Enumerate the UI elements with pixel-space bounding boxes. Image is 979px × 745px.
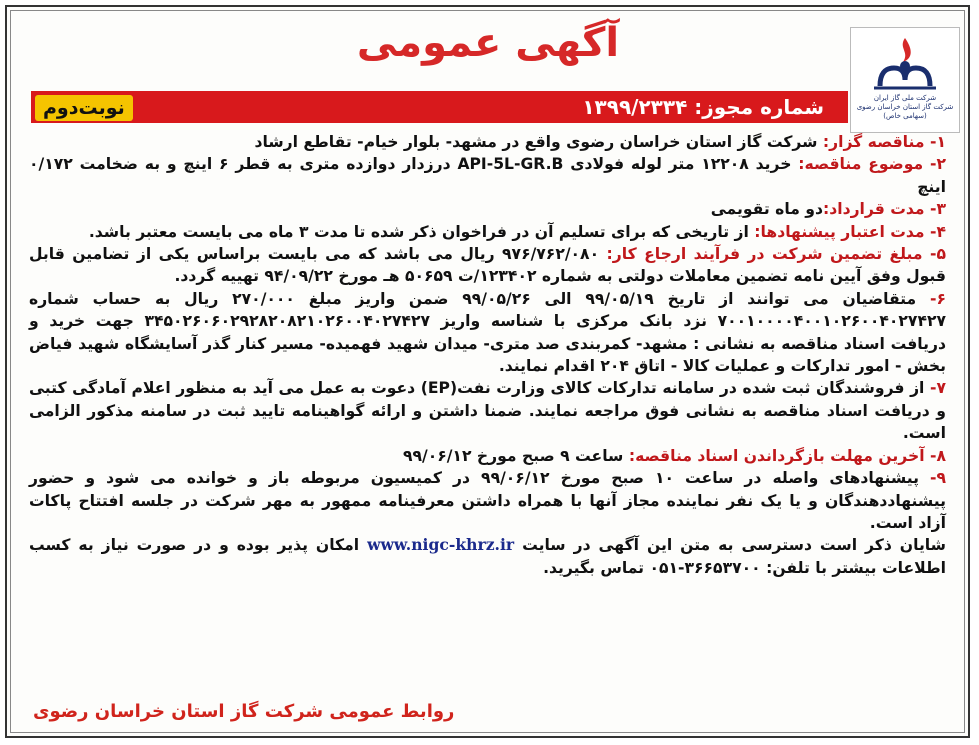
item-5-text: ۹۷۶/۷۶۲/۰۸۰ ریال می باشد که می بایست براساس یکی از تضامین قابل قبول وفق آیین نامه تضمین معاملات دولتی به شماره ۱۲۳۴۰۲/ت ۵۰۶۵۹ هـ مورخ ۹۴/۰۹/۲۲ تهییه گردد. [29, 245, 946, 286]
item-7-label: ۷- [929, 379, 946, 398]
item-9 [29, 467, 946, 534]
company-logo [850, 27, 960, 133]
item-8-text: ساعت ۹ صبح مورخ ۹۹/۰۶/۱۲ [402, 446, 629, 465]
item-4 [29, 221, 946, 243]
item-3-label: ۳- مدت قرارداد: [822, 200, 946, 219]
nigc-flame-logo-icon [870, 34, 940, 92]
item-3 [29, 198, 946, 220]
item-9-text: پیشنهادهای واصله در ساعت ۱۰ صبح مورخ ۹۹/۰۶/۱۲ در کمیسیون مربوطه باز و خوانده می شود و حضور پیشنهاددهندگان و یا یک نفر نماینده مجاز آنها با همراه داشتن معرفینامه ممهور به مهر شرکت در جلسه افتتاح پاکات آزاد است. [29, 469, 946, 532]
ad-frame [5, 5, 970, 738]
item-1-text: شرکت گاز استان خراسان رضوی واقع در مشهد- بلوار خیام- تقاطع ارشاد [254, 133, 823, 151]
website-link[interactable]: www.nigc-khrz.ir [367, 535, 515, 555]
logo-line2: شرکت گاز استان خراسان رضوی [856, 103, 954, 111]
closing-after: امکان پذیر بوده و در صورت نیاز به کسب اطلاعات بیشتر با تلفن: ۳۶۶۵۳۷۰۰-۰۵۱ تماس بگیرید. [29, 536, 946, 577]
item-2-text: خرید ۱۲۲۰۸ متر لوله فولادی API-5L-GR.B درزدار دوازده متری به قطر ۶ اینچ و به ضخامت ۰/۱۷۲ اینچ [29, 155, 946, 196]
footer-signature: روابط عمومی شرکت گاز استان خراسان رضوی [33, 701, 455, 722]
item-8 [29, 445, 946, 467]
item-1-label: ۱- مناقصه گزار: [822, 133, 946, 151]
item-6 [29, 288, 946, 378]
item-7-text: از فروشندگان ثبت شده در سامانه تدارکات کالای وزارت نفت(EP) دعوت به عمل می آید به منظور اعلام آمادگی کتبی و دریافت اسناد مناقصه به نشانی فوق مراجعه نمایند. ضمنا داشتن و ارائه گواهینامه تایید ثبت در سامنه مذکور الزامی است. [29, 379, 946, 443]
ad-body [29, 131, 946, 579]
item-6-text: متقاضیان می توانند از تاریخ ۹۹/۰۵/۱۹ الی ۹۹/۰۵/۲۶ ضمن واریز مبلغ ۲۷۰/۰۰۰ ریال به حساب شماره ۷۰۰۱۰۰۰۰۴۰۰۱۰۲۶۰۰۴۰۲۷۴۲۷ نزد بانک مرکزی با شناسه واریز ۳۴۵۰۲۶۰۶۰۲۹۲۸۲۰۸۲۱۰۲۶۰۰۴۰۲۷۴۲۷ جهت خرید و دریافت اسناد مناقصه به نشانی : مشهد- کمربندی صد متری- میدان شهید فهمیده- مسیر کنار گذر آسایشگاه شهید فیاض بخش - امور تدارکات و عملیات کالا - اتاق ۲۰۴ اقدام نمایند. [29, 289, 947, 376]
item-8-label: ۸- آخرین مهلت بازگرداندن اسناد مناقصه: [628, 446, 946, 465]
license-number: شماره مجوز: ۱۳۹۹/۲۳۳۴ [582, 95, 824, 119]
item-5 [29, 243, 946, 288]
item-6-label: ۶- [929, 289, 946, 308]
item-4-label: ۴- مدت اعتبار پیشنهادها: [754, 222, 946, 241]
item-5-label: ۵- مبلغ تضمین شرکت در فرآیند ارجاع کار: [606, 245, 947, 264]
round-badge: نوبت‌دوم [35, 95, 133, 121]
logo-line3: (سهامی خاص) [883, 112, 927, 120]
ad-title: آگهی عمومی [356, 20, 620, 66]
item-2 [29, 153, 946, 198]
item-4-text: از تاریخی که برای تسلیم آن در فراخوان ذکر شده تا مدت ۳ ماه می بایست معتبر باشد. [88, 222, 755, 241]
item-2-label: ۲- موضوع مناقصه: [798, 155, 947, 174]
closing-before: شایان ذکر است دسترسی به متن این آگهی در سایت [514, 536, 946, 555]
item-1 [29, 131, 946, 153]
license-banner [31, 91, 848, 123]
logo-line1: شرکت ملی گاز ایران [873, 94, 937, 102]
item-3-text: دو ماه تقویمی [710, 200, 823, 219]
item-9-label: ۹- [930, 469, 947, 488]
closing-note [29, 534, 946, 579]
item-7 [29, 377, 946, 444]
